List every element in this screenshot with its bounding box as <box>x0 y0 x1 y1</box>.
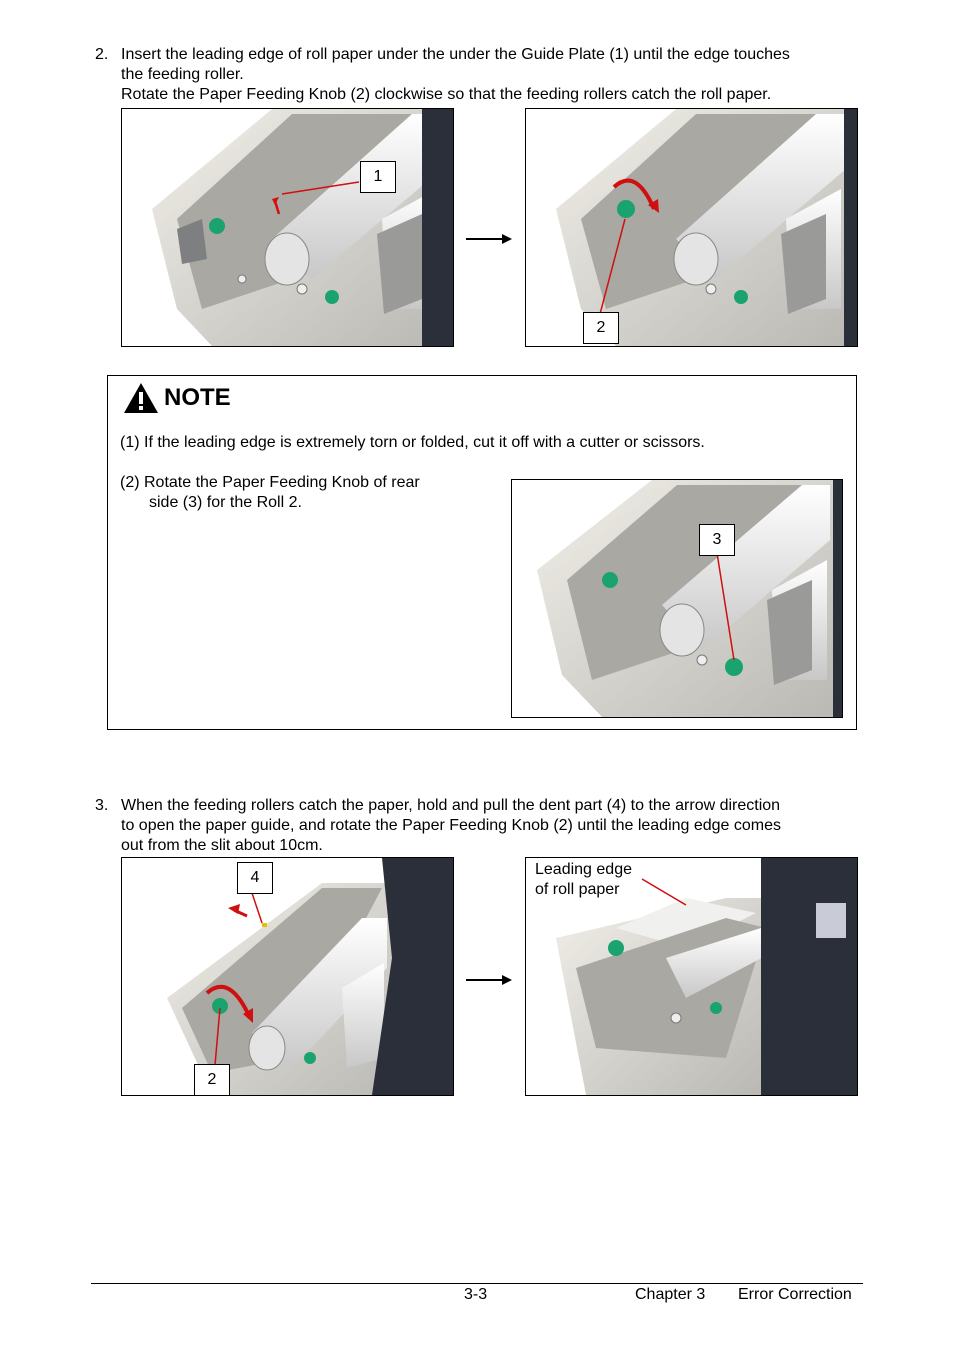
footer-divider <box>91 1283 863 1284</box>
callout-dent-part: 4 <box>237 862 273 894</box>
footer-chapter: Chapter 3 <box>635 1286 706 1303</box>
note-title: NOTE <box>164 384 231 411</box>
page-number: 3-3 <box>464 1286 488 1303</box>
callout-feeding-knob: 2 <box>583 312 619 344</box>
callout-guide-plate: 1 <box>360 161 396 193</box>
step-3-line-2: to open the paper guide, and rotate the Paper Feeding Knob (2) until the leading edge comes <box>121 817 782 834</box>
knob-icon <box>725 658 743 676</box>
note-item-2-line-1: (2) Rotate the Paper Feeding Knob of rear <box>120 474 420 491</box>
note-item-2 <box>120 473 500 513</box>
photo-leading-edge <box>525 857 858 1096</box>
step-2-line-2: the feeding roller. <box>121 66 244 83</box>
photo-feeding-knob <box>525 108 858 347</box>
step-3-line-1: When the feeding rollers catch the paper, hold and pull the dent part (4) to the arrow direction <box>121 797 781 814</box>
note-box <box>107 375 857 730</box>
photo-rear-knob <box>511 479 843 718</box>
leading-edge-label-line-2: of roll paper <box>535 881 620 898</box>
leading-edge-label-line-1: Leading edge <box>535 861 632 878</box>
knob-icon <box>209 218 225 234</box>
footer-section: Error Correction <box>738 1286 852 1303</box>
knob-icon <box>617 200 635 218</box>
right-arrow-icon <box>466 232 514 246</box>
step-number: 3. <box>95 797 109 814</box>
note-item-1: (1) If the leading edge is extremely torn or folded, cut it off with a cutter or scissors. <box>120 434 705 451</box>
note-item-2-line-2: side (3) for the Roll 2. <box>149 494 302 511</box>
warning-triangle-icon <box>123 382 159 414</box>
callout-rear-knob: 3 <box>699 524 735 556</box>
callout-feeding-knob-2: 2 <box>194 1064 230 1096</box>
step-3-text <box>121 796 881 856</box>
step-2-line-1: Insert the leading edge of roll paper under the under the Guide Plate (1) until the edge touches <box>121 46 790 63</box>
step-3-line-3: out from the slit about 10cm. <box>121 837 323 854</box>
step-2-text <box>121 45 881 105</box>
leading-edge-label <box>535 860 632 900</box>
right-arrow-icon <box>466 973 514 987</box>
photo-paper-guide-open <box>121 857 454 1096</box>
step-2-line-3: Rotate the Paper Feeding Knob (2) clockwise so that the feeding rollers catch the roll paper. <box>121 86 772 103</box>
step-number: 2. <box>95 46 109 63</box>
photo-guide-plate <box>121 108 454 347</box>
